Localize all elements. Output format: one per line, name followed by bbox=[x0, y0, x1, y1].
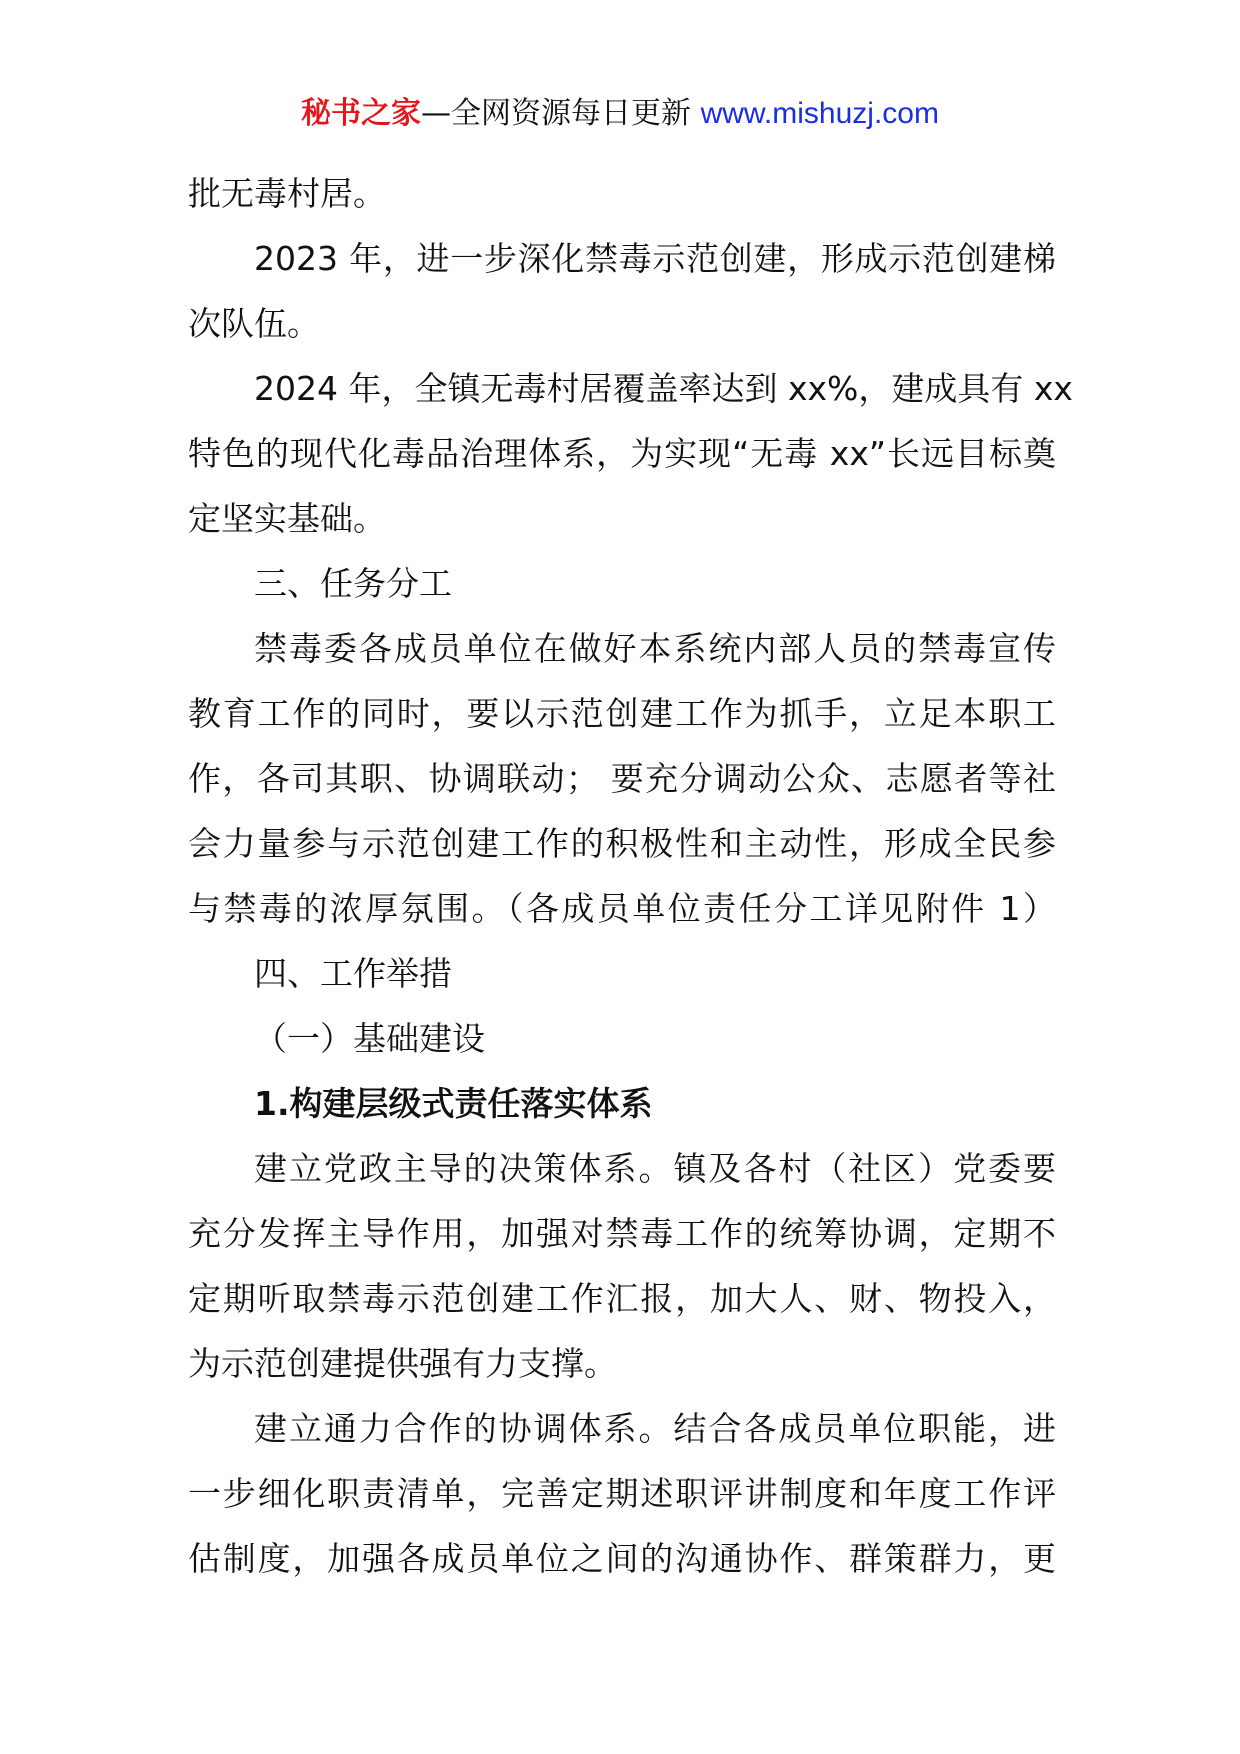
site-slogan: —全网资源每日更新 bbox=[421, 96, 692, 131]
section-heading: 四、工作举措 bbox=[254, 954, 452, 993]
paragraph-line: 为示范创建提供强有力支撑。 bbox=[188, 1344, 617, 1383]
paragraph-line: 次队伍。 bbox=[188, 304, 320, 343]
site-url-link[interactable]: www.mishuzj.com bbox=[700, 97, 939, 130]
site-brand: 秘书之家 bbox=[301, 96, 422, 131]
document-body bbox=[188, 161, 1073, 1591]
paragraph-line: 一步细化职责清单，完善定期述职评讲制度和年度工作评 bbox=[188, 1474, 1056, 1513]
paragraph-line: 建立通力合作的协调体系。结合各成员单位职能，进 bbox=[254, 1409, 1056, 1448]
paragraph-line: 2024 年，全镇无毒村居覆盖率达到 xx%，建成具有 xx bbox=[254, 369, 1073, 408]
paragraph-line: 2023 年，进一步深化禁毒示范创建，形成示范创建梯 bbox=[254, 239, 1056, 278]
paragraph-line: 建立党政主导的决策体系。镇及各村（社区）党委要 bbox=[254, 1149, 1056, 1188]
paragraph-line: 禁毒委各成员单位在做好本系统内部人员的禁毒宣传 bbox=[254, 629, 1056, 668]
paragraph-line: 定期听取禁毒示范创建工作汇报，加大人、财、物投入， bbox=[188, 1279, 1056, 1318]
subsection-heading: （一）基础建设 bbox=[254, 1019, 485, 1058]
item-heading: 1.构建层级式责任落实体系 bbox=[254, 1084, 653, 1123]
paragraph-line: 教育工作的同时，要以示范创建工作为抓手，立足本职工 bbox=[188, 694, 1056, 733]
paragraph-line: 与禁毒的浓厚氛围。（各成员单位责任分工详见附件 1） bbox=[188, 889, 1056, 928]
paragraph-line: 充分发挥主导作用，加强对禁毒工作的统筹协调，定期不 bbox=[188, 1214, 1056, 1253]
paragraph-line: 批无毒村居。 bbox=[188, 174, 386, 213]
site-header bbox=[0, 94, 1240, 134]
section-heading: 三、任务分工 bbox=[254, 564, 452, 603]
paragraph-line: 估制度，加强各成员单位之间的沟通协作、群策群力，更 bbox=[188, 1539, 1056, 1578]
paragraph-line: 会力量参与示范创建工作的积极性和主动性，形成全民参 bbox=[188, 824, 1056, 863]
paragraph-line: 定坚实基础。 bbox=[188, 499, 386, 538]
paragraph-line: 作，各司其职、协调联动； 要充分调动公众、志愿者等社 bbox=[188, 759, 1056, 798]
paragraph-line: 特色的现代化毒品治理体系，为实现“无毒 xx”长远目标奠 bbox=[188, 434, 1056, 473]
